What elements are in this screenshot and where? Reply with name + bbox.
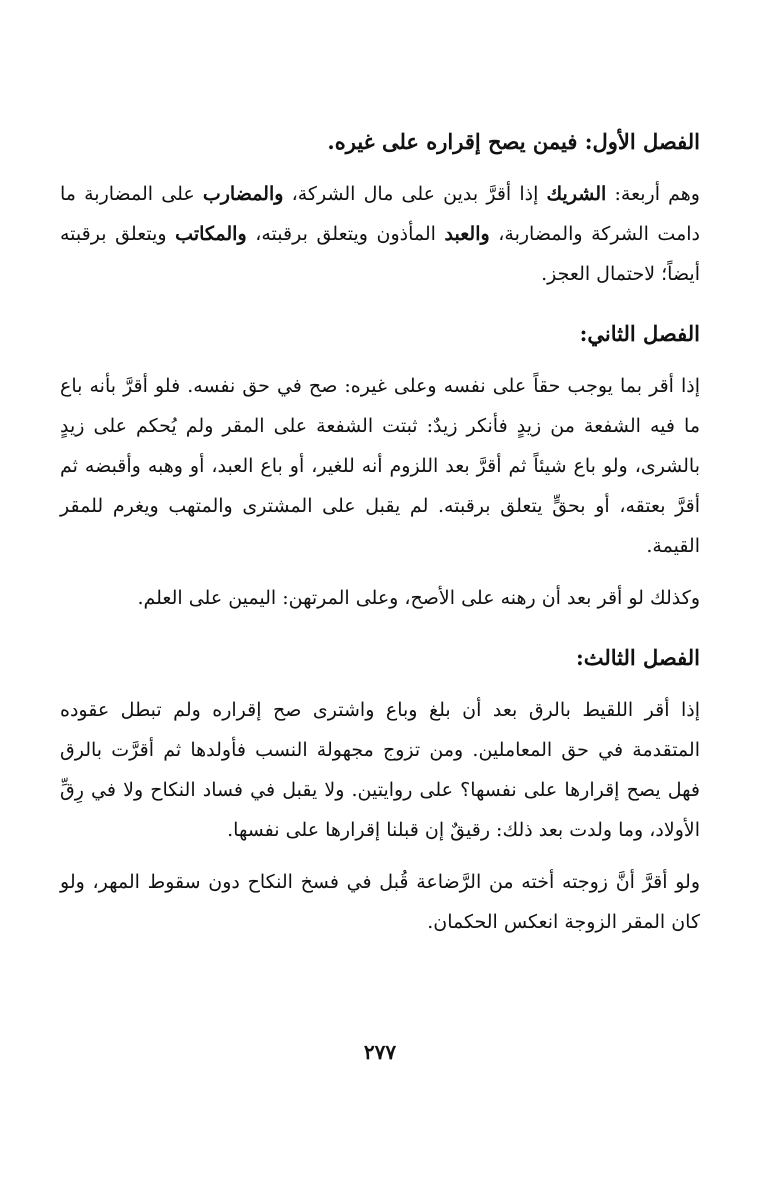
section-3-heading: الفصل الثالث: bbox=[575, 645, 700, 670]
spacer bbox=[60, 678, 700, 690]
spacer bbox=[60, 354, 700, 366]
text-run: على المضاربة ما دامت الشركة والمضاربة، bbox=[60, 183, 700, 245]
page-number: ٢٧٧ bbox=[363, 1040, 397, 1064]
spacer bbox=[60, 162, 700, 174]
bold-term: الشريك bbox=[546, 183, 607, 205]
section-2-heading: الفصل الثاني: bbox=[579, 321, 700, 346]
text-run: المأذون ويتعلق برقبته، bbox=[246, 223, 445, 245]
text-run: وهم أربعة: bbox=[606, 183, 700, 205]
section-3-paragraph-2: ولو أقرَّ أنَّ زوجته أخته من الرَّضاعة قُبل في فسخ النكاح دون سقوط المهر، ولو كان المقر الزوجة انعكس الحكمان. bbox=[60, 871, 700, 933]
bold-term: والمكاتب bbox=[175, 223, 247, 245]
bold-term: والمضارب bbox=[202, 183, 284, 205]
section-3-paragraph-1: إذا أقر اللقيط بالرق بعد أن بلغ وباع واشترى صح إقراره ولم تبطل عقوده المتقدمة في حق المعاملين. ومن تزوج مجهولة النسب فأولدها ثم أقرَّت بالرق فهل يصح إقرارها على نفسها؟ على روايتين. ولا يقبل في فساد النكاح ولا في رِقِّ الأولاد، وما ولدت بعد ذلك: رقيقٌ إن قبلنا إقرارها على نفسها. bbox=[60, 699, 700, 841]
text-run: ويتعلق برقبته أيضاً؛ لاحتمال العجز. bbox=[60, 223, 700, 285]
text-run: إذا أقرَّ بدين على مال الشركة، bbox=[283, 183, 547, 205]
bold-term: والعبد bbox=[444, 223, 490, 245]
section-1-subtitle: فيمن يصح إقراره على غيره. bbox=[327, 129, 578, 154]
spacer bbox=[60, 850, 700, 862]
section-1-heading bbox=[60, 122, 700, 162]
spacer bbox=[60, 566, 700, 578]
spacer bbox=[60, 618, 700, 638]
section-2-paragraph-1: إذا أقر بما يوجب حقاً على نفسه وعلى غيره: صح في حق نفسه. فلو أقرَّ بأنه باع ما فيه الشفعة من زيدٍ فأنكر زيدٌ: ثبتت الشفعة على المقر ولم يُحكم على زيدٍ بالشرى، ولو باع شيئاً ثم أقرَّ بعد اللزوم أنه للغير، أو باع العبد، أو وهبه وأقبضه ثم أقرَّ بعتقه، أو بحقٍّ يتعلق برقبته. لم يقبل على المشترى والمتهب ويغرم للمقر القيمة. bbox=[60, 375, 700, 557]
section-2-paragraph-2: وكذلك لو أقر بعد أن رهنه على الأصح، وعلى المرتهن: اليمين على العلم. bbox=[137, 587, 700, 609]
section-1-title: الفصل الأول: bbox=[577, 129, 700, 154]
section-1-paragraph bbox=[60, 174, 700, 294]
spacer bbox=[60, 294, 700, 314]
